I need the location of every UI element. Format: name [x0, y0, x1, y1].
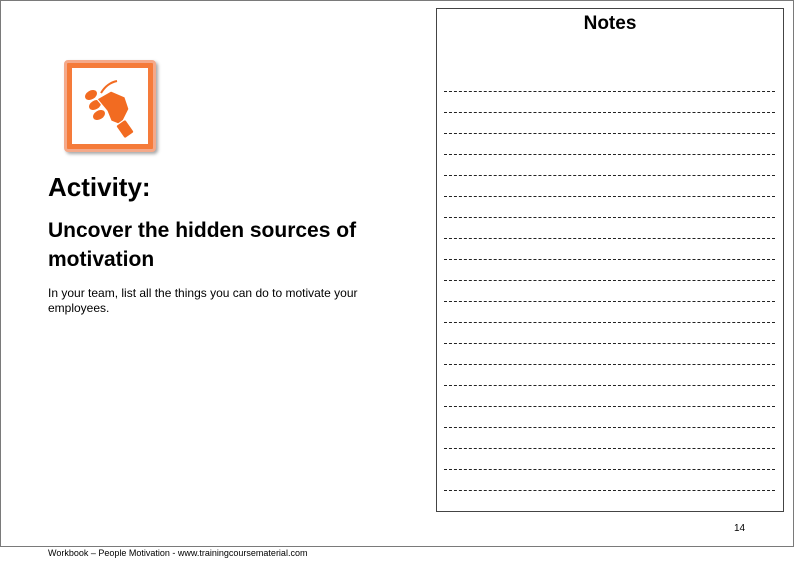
- notes-line: [444, 385, 775, 386]
- notes-line: [444, 427, 775, 428]
- notes-line: [444, 91, 775, 92]
- notes-title: Notes: [583, 13, 637, 34]
- notes-line: [444, 448, 775, 449]
- notes-line: [444, 490, 775, 491]
- activity-icon-frame: [64, 60, 156, 152]
- notes-line: [444, 196, 775, 197]
- notes-line: [444, 112, 775, 113]
- notes-line: [444, 154, 775, 155]
- activity-title: Activity:: [48, 172, 151, 202]
- notes-box: [436, 8, 784, 512]
- footer-divider: [0, 546, 794, 547]
- notes-line: [444, 322, 775, 323]
- notes-line: [444, 301, 775, 302]
- page-number: 14: [734, 523, 746, 534]
- notes-line: [444, 238, 775, 239]
- notes-line: [444, 343, 775, 344]
- notes-line: [444, 364, 775, 365]
- handshake-icon: [77, 69, 143, 145]
- notes-line: [444, 280, 775, 281]
- footer-text: Workbook – People Motivation - www.trainingcoursematerial.com: [48, 548, 308, 558]
- notes-line: [444, 406, 775, 407]
- notes-line: [444, 133, 775, 134]
- activity-instructions: In your team, list all the things you can do to motivate your employees.: [48, 286, 358, 315]
- activity-subtitle: Uncover the hidden sources of motivation: [48, 219, 357, 271]
- notes-line: [444, 259, 775, 260]
- notes-line: [444, 217, 775, 218]
- notes-line: [444, 175, 775, 176]
- notes-line: [444, 469, 775, 470]
